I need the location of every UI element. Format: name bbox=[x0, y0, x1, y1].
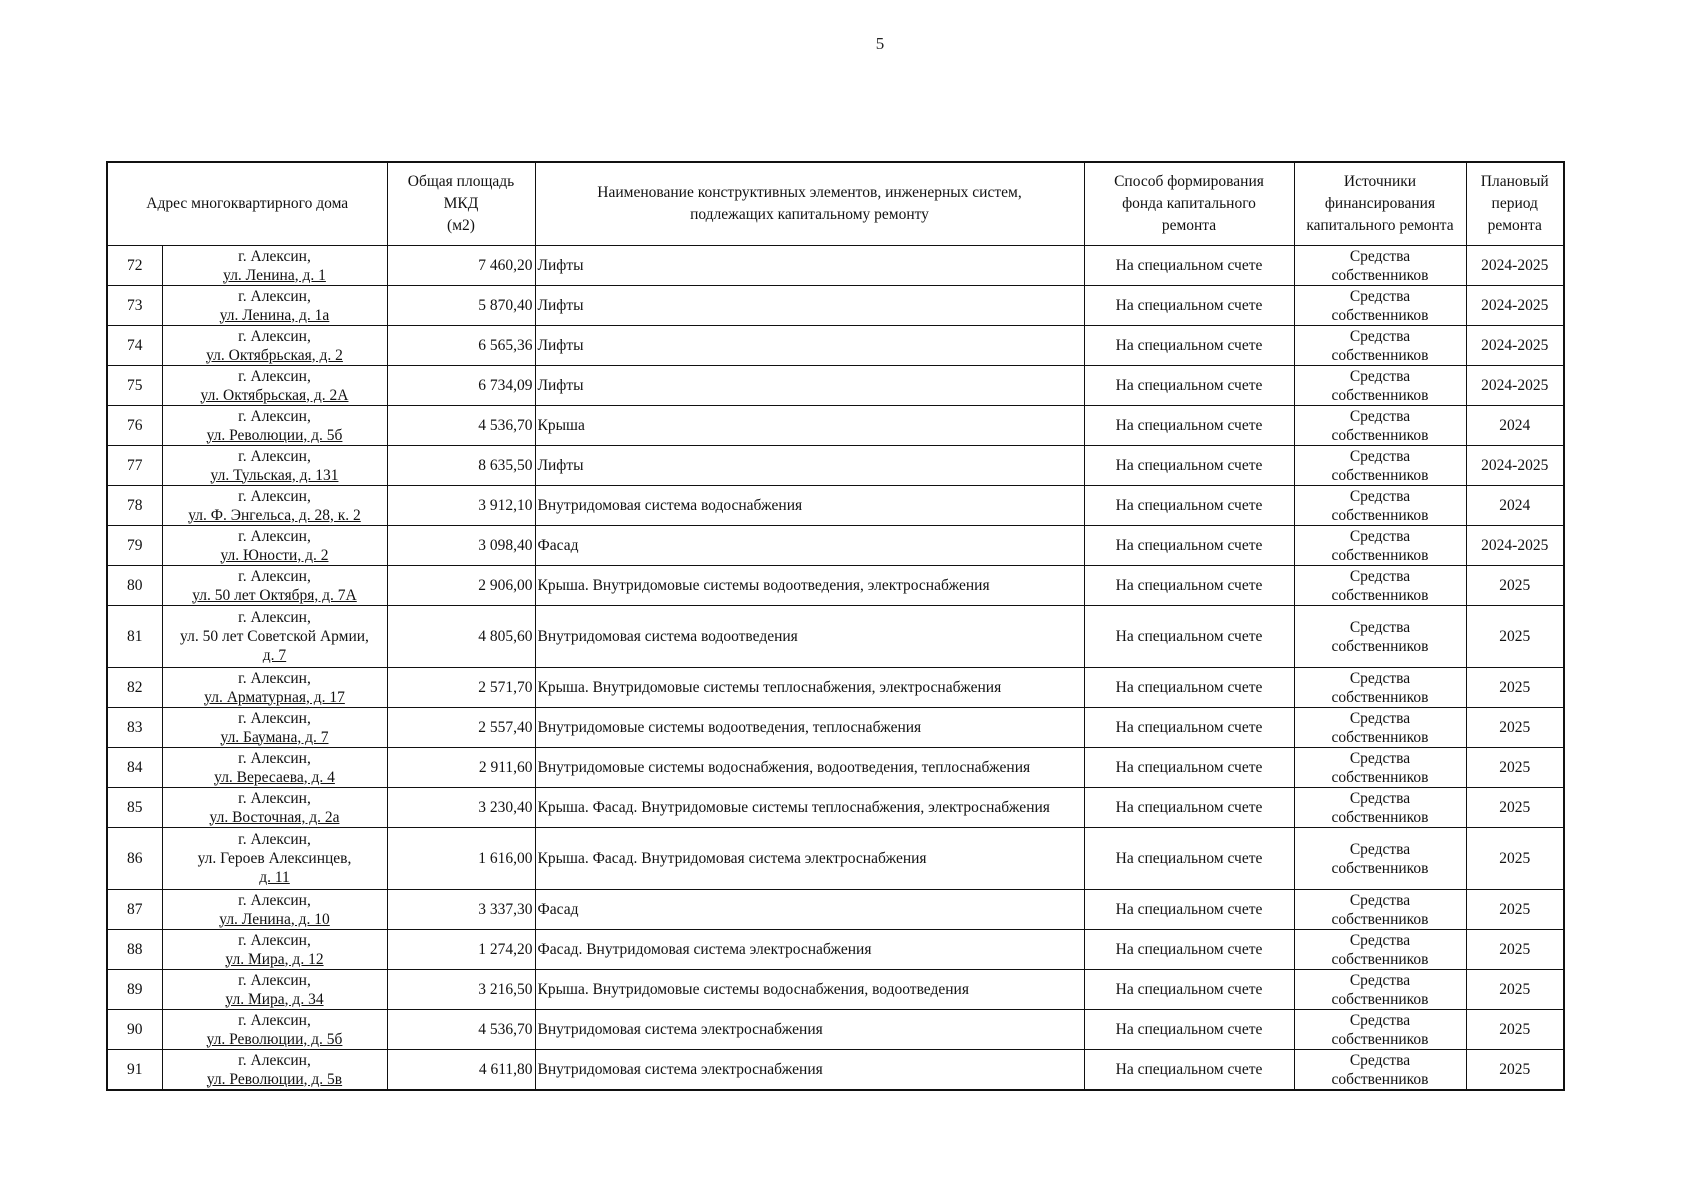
address-line: г. Алексин, bbox=[238, 831, 311, 848]
address-line: г. Алексин, bbox=[238, 609, 311, 626]
row-number: 72 bbox=[107, 246, 162, 286]
address-line: г. Алексин, bbox=[238, 567, 311, 585]
row-period: 2024-2025 bbox=[1466, 286, 1564, 326]
row-address bbox=[162, 606, 387, 668]
header-address: Адрес многоквартирного дома bbox=[107, 162, 387, 246]
row-address bbox=[162, 828, 387, 890]
source-line: Средства bbox=[1349, 931, 1411, 949]
table-row bbox=[107, 526, 1564, 566]
row-area: 3 098,40 bbox=[387, 526, 535, 566]
row-address bbox=[162, 930, 387, 970]
table-row bbox=[107, 566, 1564, 606]
row-period: 2025 bbox=[1466, 788, 1564, 828]
source-line: собственников bbox=[1331, 990, 1429, 1008]
row-period: 2025 bbox=[1466, 1010, 1564, 1050]
source-line: Средства bbox=[1349, 618, 1411, 636]
source-line: собственников bbox=[1331, 1030, 1429, 1048]
row-elements: Крыша. Фасад. Внутридомовая система электроснабжения bbox=[535, 828, 1084, 890]
source-line: Средства bbox=[1349, 749, 1411, 767]
row-elements: Крыша. Внутридомовые системы водоотведения, электроснабжения bbox=[535, 566, 1084, 606]
address-line: ул. Мира, д. 34 bbox=[225, 990, 324, 1008]
source-line: Средства bbox=[1349, 891, 1411, 909]
table-row bbox=[107, 748, 1564, 788]
row-period: 2025 bbox=[1466, 970, 1564, 1010]
row-address bbox=[162, 1050, 387, 1091]
row-area: 8 635,50 bbox=[387, 446, 535, 486]
source-line: Средства bbox=[1349, 247, 1411, 265]
row-area: 1 616,00 bbox=[387, 828, 535, 890]
row-area: 3 912,10 bbox=[387, 486, 535, 526]
source-line: Средства bbox=[1349, 407, 1411, 425]
source-line: Средства bbox=[1349, 287, 1411, 305]
row-area: 3 337,30 bbox=[387, 890, 535, 930]
source-line: Средства bbox=[1349, 327, 1411, 345]
source-line: Средства bbox=[1349, 567, 1411, 585]
address-line: ул. Баумана, д. 7 bbox=[220, 728, 329, 746]
source-line: собственников bbox=[1331, 306, 1429, 324]
row-method: На специальном счете bbox=[1084, 526, 1294, 566]
source-line: собственников bbox=[1331, 910, 1429, 928]
row-address bbox=[162, 526, 387, 566]
header-method: Способ формирования фонда капитального ремонта bbox=[1084, 162, 1294, 246]
row-elements: Крыша. Внутридомовые системы теплоснабжения, электроснабжения bbox=[535, 668, 1084, 708]
address-line: ул. Революции, д. 5в bbox=[206, 1070, 343, 1088]
address-line: ул. Революции, д. 5б bbox=[206, 426, 343, 444]
source-line: собственников bbox=[1331, 386, 1429, 404]
row-elements: Внутридомовая система водоснабжения bbox=[535, 486, 1084, 526]
row-period: 2025 bbox=[1466, 708, 1564, 748]
row-source bbox=[1294, 406, 1466, 446]
row-address bbox=[162, 1010, 387, 1050]
row-elements: Лифты bbox=[535, 246, 1084, 286]
row-source bbox=[1294, 788, 1466, 828]
address-line: г. Алексин, bbox=[238, 749, 311, 767]
row-source bbox=[1294, 890, 1466, 930]
row-elements: Внутридомовая система водоотведения bbox=[535, 606, 1084, 668]
row-number: 75 bbox=[107, 366, 162, 406]
table-row bbox=[107, 1050, 1564, 1091]
address-line: г. Алексин, bbox=[238, 971, 311, 989]
source-line: собственников bbox=[1331, 466, 1429, 484]
row-area: 4 536,70 bbox=[387, 406, 535, 446]
row-address bbox=[162, 668, 387, 708]
row-number: 88 bbox=[107, 930, 162, 970]
table-row bbox=[107, 286, 1564, 326]
source-line: Средства bbox=[1349, 669, 1411, 687]
row-area: 6 734,09 bbox=[387, 366, 535, 406]
address-line: ул. Ф. Энгельса, д. 28, к. 2 bbox=[188, 506, 361, 524]
source-line: собственников bbox=[1331, 859, 1429, 877]
row-period: 2024 bbox=[1466, 486, 1564, 526]
capital-repair-table bbox=[106, 161, 1565, 1091]
source-line: Средства bbox=[1349, 367, 1411, 385]
table-row bbox=[107, 1010, 1564, 1050]
source-line: собственников bbox=[1331, 688, 1429, 706]
address-line: ул. Юности, д. 2 bbox=[220, 546, 329, 564]
address-line: ул. Ленина, д. 10 bbox=[219, 910, 330, 928]
row-address bbox=[162, 286, 387, 326]
row-number: 87 bbox=[107, 890, 162, 930]
source-line: собственников bbox=[1331, 586, 1429, 604]
row-number: 83 bbox=[107, 708, 162, 748]
row-method: На специальном счете bbox=[1084, 708, 1294, 748]
source-line: Средства bbox=[1349, 840, 1411, 858]
row-period: 2025 bbox=[1466, 668, 1564, 708]
row-area: 7 460,20 bbox=[387, 246, 535, 286]
table-row bbox=[107, 890, 1564, 930]
address-line: г. Алексин, bbox=[238, 527, 311, 545]
address-line: ул. Героев Алексинцев, bbox=[197, 850, 352, 867]
header-elements: Наименование конструктивных элементов, инженерных систем, подлежащих капитальному ремонту bbox=[535, 162, 1084, 246]
row-method: На специальном счете bbox=[1084, 286, 1294, 326]
row-elements: Фасад bbox=[535, 526, 1084, 566]
row-address bbox=[162, 406, 387, 446]
address-line: г. Алексин, bbox=[238, 287, 311, 305]
source-line: собственников bbox=[1331, 346, 1429, 364]
row-source bbox=[1294, 566, 1466, 606]
source-line: собственников bbox=[1331, 426, 1429, 444]
row-address bbox=[162, 246, 387, 286]
row-area: 2 911,60 bbox=[387, 748, 535, 788]
row-number: 85 bbox=[107, 788, 162, 828]
row-source bbox=[1294, 286, 1466, 326]
row-number: 73 bbox=[107, 286, 162, 326]
row-area: 5 870,40 bbox=[387, 286, 535, 326]
row-method: На специальном счете bbox=[1084, 788, 1294, 828]
row-method: На специальном счете bbox=[1084, 246, 1294, 286]
row-number: 80 bbox=[107, 566, 162, 606]
address-line: ул. Революции, д. 5б bbox=[206, 1030, 343, 1048]
row-area: 2 906,00 bbox=[387, 566, 535, 606]
source-line: собственников bbox=[1331, 506, 1429, 524]
table-row bbox=[107, 828, 1564, 890]
row-source bbox=[1294, 486, 1466, 526]
address-line: ул. Вересаева, д. 4 bbox=[214, 768, 335, 786]
row-address bbox=[162, 748, 387, 788]
row-method: На специальном счете bbox=[1084, 366, 1294, 406]
row-address bbox=[162, 970, 387, 1010]
row-source bbox=[1294, 326, 1466, 366]
row-area: 4 805,60 bbox=[387, 606, 535, 668]
row-area: 3 216,50 bbox=[387, 970, 535, 1010]
table-body bbox=[107, 246, 1564, 1091]
row-period: 2024-2025 bbox=[1466, 366, 1564, 406]
row-period: 2024-2025 bbox=[1466, 246, 1564, 286]
row-area: 2 571,70 bbox=[387, 668, 535, 708]
address-line: г. Алексин, bbox=[238, 1051, 311, 1069]
row-elements: Внутридомовые системы водоснабжения, водоотведения, теплоснабжения bbox=[535, 748, 1084, 788]
row-address bbox=[162, 366, 387, 406]
address-line: ул. Октябрьская, д. 2 bbox=[206, 346, 343, 364]
row-elements: Крыша. Фасад. Внутридомовые системы теплоснабжения, электроснабжения bbox=[535, 788, 1084, 828]
row-source bbox=[1294, 930, 1466, 970]
row-address bbox=[162, 890, 387, 930]
row-area: 4 536,70 bbox=[387, 1010, 535, 1050]
row-address bbox=[162, 788, 387, 828]
row-method: На специальном счете bbox=[1084, 1050, 1294, 1091]
row-source bbox=[1294, 1010, 1466, 1050]
address-line: г. Алексин, bbox=[238, 327, 311, 345]
row-period: 2024 bbox=[1466, 406, 1564, 446]
row-period: 2024-2025 bbox=[1466, 326, 1564, 366]
source-line: Средства bbox=[1349, 709, 1411, 727]
row-area: 3 230,40 bbox=[387, 788, 535, 828]
row-number: 76 bbox=[107, 406, 162, 446]
source-line: Средства bbox=[1349, 1051, 1411, 1069]
row-number: 86 bbox=[107, 828, 162, 890]
table-row bbox=[107, 366, 1564, 406]
row-number: 90 bbox=[107, 1010, 162, 1050]
row-period: 2025 bbox=[1466, 566, 1564, 606]
address-line: г. Алексин, bbox=[238, 367, 311, 385]
header-period: Плановый период ремонта bbox=[1466, 162, 1564, 246]
address-line: г. Алексин, bbox=[238, 931, 311, 949]
row-method: На специальном счете bbox=[1084, 1010, 1294, 1050]
row-elements: Фасад. Внутридомовая система электроснабжения bbox=[535, 930, 1084, 970]
row-period: 2025 bbox=[1466, 828, 1564, 890]
table-row bbox=[107, 788, 1564, 828]
table-row bbox=[107, 246, 1564, 286]
address-line: г. Алексин, bbox=[238, 487, 311, 505]
row-period: 2025 bbox=[1466, 930, 1564, 970]
address-line: г. Алексин, bbox=[238, 891, 311, 909]
row-number: 77 bbox=[107, 446, 162, 486]
row-period: 2025 bbox=[1466, 748, 1564, 788]
row-method: На специальном счете bbox=[1084, 970, 1294, 1010]
source-line: собственников bbox=[1331, 1070, 1429, 1088]
row-elements: Лифты bbox=[535, 446, 1084, 486]
row-source bbox=[1294, 970, 1466, 1010]
address-line: г. Алексин, bbox=[238, 709, 311, 727]
row-method: На специальном счете bbox=[1084, 326, 1294, 366]
row-address bbox=[162, 486, 387, 526]
row-method: На специальном счете bbox=[1084, 890, 1294, 930]
row-elements: Крыша bbox=[535, 406, 1084, 446]
source-line: Средства bbox=[1349, 527, 1411, 545]
address-line: д. 11 bbox=[259, 869, 290, 886]
row-period: 2025 bbox=[1466, 1050, 1564, 1091]
row-source bbox=[1294, 668, 1466, 708]
row-address bbox=[162, 566, 387, 606]
table-row bbox=[107, 930, 1564, 970]
row-number: 84 bbox=[107, 748, 162, 788]
source-line: Средства bbox=[1349, 447, 1411, 465]
address-line: г. Алексин, bbox=[238, 407, 311, 425]
row-elements: Фасад bbox=[535, 890, 1084, 930]
source-line: Средства bbox=[1349, 789, 1411, 807]
source-line: собственников bbox=[1331, 950, 1429, 968]
row-number: 79 bbox=[107, 526, 162, 566]
row-source bbox=[1294, 526, 1466, 566]
row-period: 2025 bbox=[1466, 890, 1564, 930]
table-row bbox=[107, 970, 1564, 1010]
source-line: собственников bbox=[1331, 546, 1429, 564]
row-address bbox=[162, 326, 387, 366]
row-area: 6 565,36 bbox=[387, 326, 535, 366]
address-line: г. Алексин, bbox=[238, 669, 311, 687]
table-row bbox=[107, 446, 1564, 486]
row-method: На специальном счете bbox=[1084, 606, 1294, 668]
row-elements: Лифты bbox=[535, 326, 1084, 366]
row-number: 91 bbox=[107, 1050, 162, 1091]
address-line: ул. 50 лет Советской Армии, bbox=[180, 628, 369, 645]
row-method: На специальном счете bbox=[1084, 828, 1294, 890]
row-area: 1 274,20 bbox=[387, 930, 535, 970]
source-line: Средства bbox=[1349, 487, 1411, 505]
address-line: ул. Тульская, д. 131 bbox=[210, 466, 339, 484]
table-row bbox=[107, 708, 1564, 748]
address-line: ул. Ленина, д. 1а bbox=[219, 306, 330, 324]
row-source bbox=[1294, 606, 1466, 668]
address-line: ул. Восточная, д. 2а bbox=[209, 808, 340, 826]
row-method: На специальном счете bbox=[1084, 446, 1294, 486]
row-method: На специальном счете bbox=[1084, 406, 1294, 446]
row-address bbox=[162, 708, 387, 748]
address-line: ул. Ленина, д. 1 bbox=[223, 266, 326, 284]
address-line: ул. Октябрьская, д. 2А bbox=[200, 386, 349, 404]
row-source bbox=[1294, 1050, 1466, 1091]
row-method: На специальном счете bbox=[1084, 668, 1294, 708]
row-elements: Лифты bbox=[535, 286, 1084, 326]
row-method: На специальном счете bbox=[1084, 748, 1294, 788]
address-line: г. Алексин, bbox=[238, 1011, 311, 1029]
row-method: На специальном счете bbox=[1084, 566, 1294, 606]
table-header-row bbox=[107, 162, 1564, 246]
row-elements: Внутридомовые системы водоотведения, теплоснабжения bbox=[535, 708, 1084, 748]
row-source bbox=[1294, 748, 1466, 788]
address-line: г. Алексин, bbox=[238, 247, 311, 265]
source-line: собственников bbox=[1331, 637, 1429, 655]
page-number: 5 bbox=[875, 34, 885, 53]
row-source bbox=[1294, 708, 1466, 748]
address-line: ул. Арматурная, д. 17 bbox=[204, 688, 345, 706]
row-source bbox=[1294, 828, 1466, 890]
address-line: г. Алексин, bbox=[238, 447, 311, 465]
header-source: Источники финансирования капитального ремонта bbox=[1294, 162, 1466, 246]
row-elements: Крыша. Внутридомовые системы водоснабжения, водоотведения bbox=[535, 970, 1084, 1010]
table-row bbox=[107, 606, 1564, 668]
row-method: На специальном счете bbox=[1084, 486, 1294, 526]
table-row bbox=[107, 326, 1564, 366]
address-line: ул. Мира, д. 12 bbox=[225, 950, 324, 968]
address-line: д. 7 bbox=[262, 647, 287, 664]
table-row bbox=[107, 486, 1564, 526]
source-line: собственников bbox=[1331, 266, 1429, 284]
header-area: Общая площадь МКД (м2) bbox=[387, 162, 535, 246]
row-source bbox=[1294, 246, 1466, 286]
row-period: 2025 bbox=[1466, 606, 1564, 668]
table-row bbox=[107, 406, 1564, 446]
row-period: 2024-2025 bbox=[1466, 446, 1564, 486]
source-line: Средства bbox=[1349, 971, 1411, 989]
row-area: 4 611,80 bbox=[387, 1050, 535, 1091]
row-elements: Внутридомовая система электроснабжения bbox=[535, 1050, 1084, 1091]
row-number: 82 bbox=[107, 668, 162, 708]
row-address bbox=[162, 446, 387, 486]
row-area: 2 557,40 bbox=[387, 708, 535, 748]
address-line: г. Алексин, bbox=[238, 789, 311, 807]
row-source bbox=[1294, 446, 1466, 486]
row-number: 89 bbox=[107, 970, 162, 1010]
row-period: 2024-2025 bbox=[1466, 526, 1564, 566]
source-line: Средства bbox=[1349, 1011, 1411, 1029]
row-number: 74 bbox=[107, 326, 162, 366]
row-number: 78 bbox=[107, 486, 162, 526]
row-elements: Внутридомовая система электроснабжения bbox=[535, 1010, 1084, 1050]
table-row bbox=[107, 668, 1564, 708]
address-line: ул. 50 лет Октября, д. 7А bbox=[192, 586, 357, 604]
source-line: собственников bbox=[1331, 808, 1429, 826]
row-method: На специальном счете bbox=[1084, 930, 1294, 970]
row-elements: Лифты bbox=[535, 366, 1084, 406]
row-number: 81 bbox=[107, 606, 162, 668]
row-source bbox=[1294, 366, 1466, 406]
source-line: собственников bbox=[1331, 768, 1429, 786]
source-line: собственников bbox=[1331, 728, 1429, 746]
